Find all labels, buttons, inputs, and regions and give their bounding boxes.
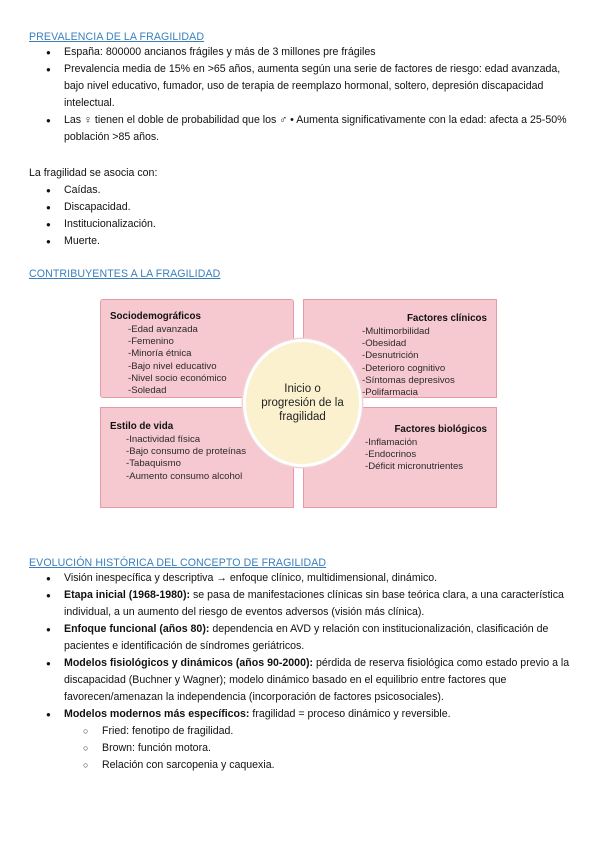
quadrant-item: -Síntomas depresivos (362, 374, 455, 386)
quadrant-items (365, 437, 463, 474)
quadrant-item: -Aumento consumo alcohol (126, 470, 243, 482)
item-bold: Modelos modernos más específicos: (64, 708, 250, 720)
list-item (29, 655, 576, 706)
evolucion-list (29, 570, 576, 774)
sub-list-item: ○ Fried: fenotipo de fragilidad. (29, 723, 576, 740)
item-text: fragilidad = proceso dinámico y reversible. (249, 708, 451, 720)
list-item (29, 621, 576, 655)
quadrant-item: -Multimorbilidad (362, 326, 430, 337)
fragilidad-diagram (100, 299, 497, 508)
asociaciones-list (29, 182, 576, 250)
quadrant-item: -Inactividad física (126, 434, 201, 445)
quadrant-items (128, 324, 227, 397)
item-bold: Etapa inicial (1968-1980): (64, 589, 191, 601)
list-item: ● Muerte. (29, 233, 576, 250)
quadrant-item: -Bajo nivel educativo (128, 360, 217, 372)
list-item: ● Caídas. (29, 182, 576, 199)
prevalencia-list (29, 44, 576, 146)
list-item: ● Prevalencia media de 15% en >65 años, aumenta según una serie de factores de riesgo: edad avanzada, bajo nivel educativo, fumador, uso de terapia de reemplazo hormonal, soltero, depresión discapacidad intelectual. (29, 61, 576, 112)
list-item: ● Visión inespecífica y descriptiva → enfoque clínico, multidimensional, dinámico. (29, 570, 576, 587)
prevalencia-block (29, 44, 576, 146)
evolucion-block (29, 570, 576, 774)
list-item (29, 706, 576, 774)
quadrant-item: -Nivel socio económico (128, 372, 227, 384)
quadrant-item: -Inflamación (365, 437, 418, 448)
item-text: dependencia en AVD y relación con institucionalización, clasificación de pacientes e identificación de síndromes geriátricos. (64, 623, 549, 652)
quadrant-item: -Tabaquismo (126, 458, 181, 470)
quadrant-item: -Deterioro cognitivo (362, 362, 446, 374)
heading-contribuyentes: CONTRIBUYENTES A LA FRAGILIDAD (29, 268, 221, 280)
list-item: ● Institucionalización. (29, 216, 576, 233)
quadrant-title: Factores clínicos (406, 313, 487, 324)
heading-evolucion: EVOLUCIÓN HISTÓRICA DEL CONCEPTO DE FRAGILIDAD (29, 557, 327, 569)
quadrant-item: -Edad avanzada (128, 324, 198, 335)
quadrant-items (362, 326, 455, 399)
sub-list (64, 723, 576, 774)
sub-list-item: ○ Relación con sarcopenia y caquexia. (29, 757, 576, 774)
item-bold: Modelos fisiológicos y dinámicos (años 90-2000): (64, 657, 314, 669)
sub-list-item: ○ Brown: función motora. (29, 740, 576, 757)
quadrant-item: -Obesidad (362, 338, 407, 350)
quadrant-title: Factores biológicos (394, 424, 487, 435)
center-label: Inicio o progresión de la fragilidad (261, 383, 344, 423)
quadrant-item: -Déficit micronutrientes (365, 461, 464, 473)
quadrant-item: -Minoría étnica (128, 348, 192, 360)
quadrant-item: -Polifarmacia (362, 387, 418, 399)
quadrant-item: -Bajo consumo de proteínas (126, 446, 246, 458)
asociaciones-intro: La fragilidad se asocia con: (29, 167, 158, 179)
list-item: ● Las ♀ tienen el doble de probabilidad que los ♂ • Aumenta significativamente con la edad: afecta a 25-50% población >85 años. (29, 112, 576, 146)
list-item (29, 587, 576, 621)
quadrant-title: Sociodemográficos (110, 311, 201, 322)
item-bold: Enfoque funcional (años 80): (64, 623, 210, 635)
quadrant-item: -Soledad (128, 385, 167, 397)
quadrant-items (126, 434, 246, 483)
quadrant-item: -Femenino (128, 336, 174, 348)
item-text: pérdida de reserva fisiológica como estado previo a la discapacidad (Buchner y Wagner); modelo dinámico basado en el equilibrio entre factores que favorecen/amenazan la independencia (incorporación de factores psicosociales). (64, 657, 570, 703)
list-item: ● España: 800000 ancianos frágiles y más de 3 millones pre frágiles (29, 44, 576, 61)
heading-prevalencia: PREVALENCIA DE LA FRAGILIDAD (29, 31, 205, 43)
item-text: se pasa de manifestaciones clínicas sin base teórica clara, a una característica individual, a un aumento del riesgo de eventos adversos (visión más clínica). (64, 589, 564, 618)
quadrant-item: -Endocrinos (365, 449, 417, 461)
center-circle (243, 339, 362, 467)
quadrant-title: Estilo de vida (110, 421, 174, 432)
list-item: ● Discapacidad. (29, 199, 576, 216)
asociaciones-block (29, 165, 576, 250)
quadrant-item: -Desnutrición (362, 350, 419, 362)
